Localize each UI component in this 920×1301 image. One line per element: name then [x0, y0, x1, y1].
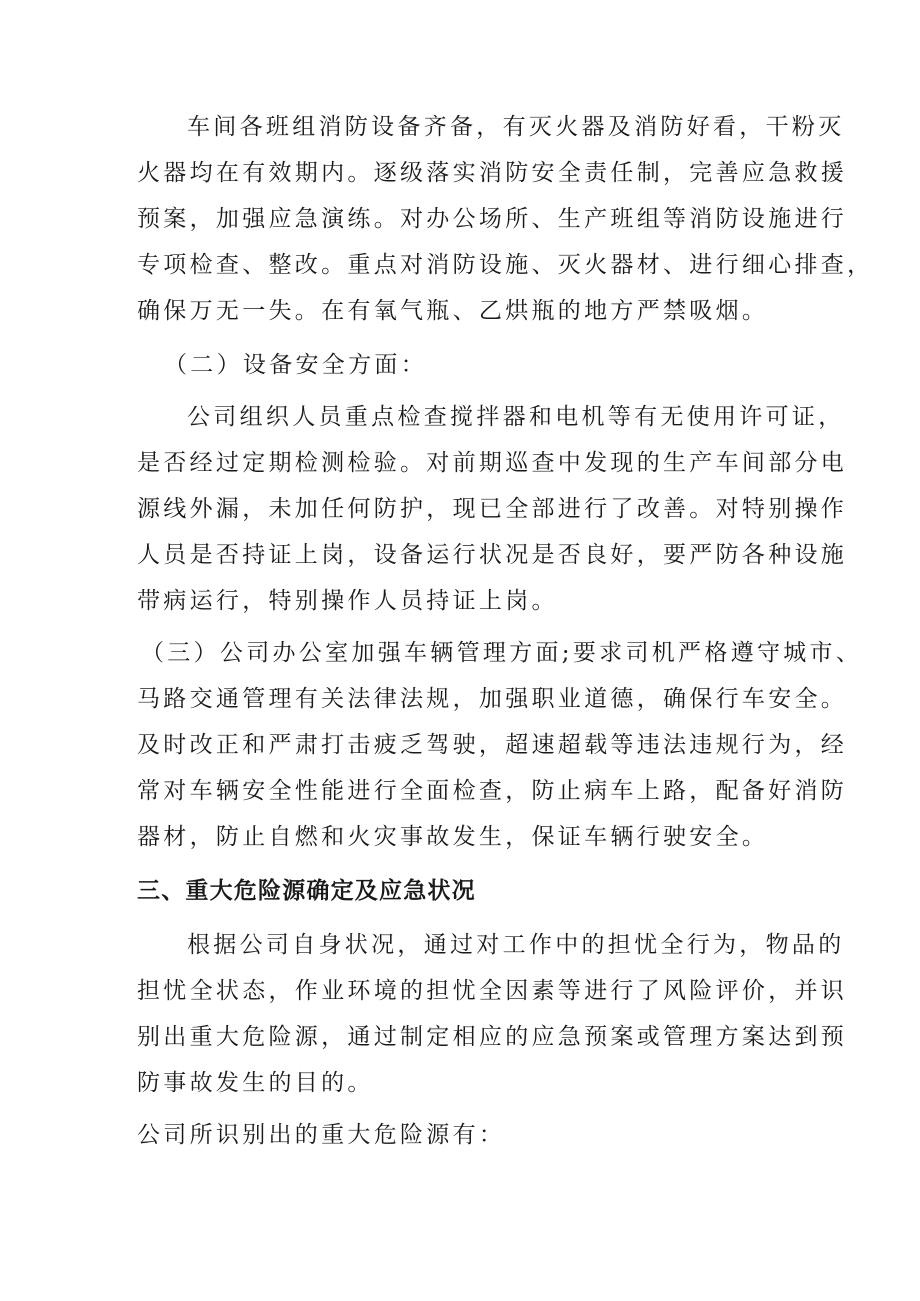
paragraph-line: 车间各班组消防设备齐备，有灭火器及消防好看，干粉灭 — [187, 114, 845, 140]
paragraph-line: 根据公司自身状况，通过对工作中的担忧全行为，物品的 — [187, 932, 845, 958]
paragraph-line: 公司组织人员重点检查搅拌器和电机等有无使用许可证， — [187, 404, 845, 430]
paragraph-line: 担忧全状态，作业环境的担忧全因素等进行了风险评价，并识 — [137, 978, 848, 1004]
section-heading: 三、重大危险源确定及应急状况 — [137, 878, 476, 904]
paragraph-line: 别出重大危险源，通过制定相应的应急预案或管理方案达到预 — [137, 1024, 848, 1050]
paragraph-line: 带病运行，特别操作人员持证上岗。 — [137, 588, 558, 614]
paragraph-line: 火器均在有效期内。逐级落实消防安全责任制，完善应急救援 — [137, 160, 848, 186]
paragraph-line: 公司所识别出的重大危险源有： — [137, 1122, 506, 1148]
paragraph-line: 防事故发生的目的。 — [137, 1070, 374, 1096]
paragraph-line: 器材，防止自燃和火灾事故发生，保证车辆行驶安全。 — [137, 824, 769, 850]
paragraph-line: 源线外漏，未加任何防护，现已全部进行了改善。对特别操作 — [137, 496, 848, 522]
paragraph-line: 确保万无一失。在有氧气瓶、乙烘瓶的地方严禁吸烟。 — [137, 298, 769, 324]
paragraph-line: 是否经过定期检测检验。对前期巡查中发现的生产车间部分电 — [137, 450, 848, 476]
paragraph-line: 人员是否持证上岗，设备运行状况是否良好，要严防各种设施 — [137, 542, 848, 568]
subsection-heading: （二）设备安全方面： — [164, 352, 427, 378]
paragraph-line: 预案，加强应急演练。对办公场所、生产班组等消防设施进行 — [137, 206, 848, 232]
paragraph-line: 专项检查、整改。重点对消防设施、灭火器材、进行细心排查， — [137, 252, 874, 278]
subsection-heading: （三）公司办公室加强车辆管理方面;要求司机严格遵守城市、 — [141, 640, 863, 666]
paragraph-line: 马路交通管理有关法律法规，加强职业道德，确保行车安全。 — [137, 686, 848, 712]
paragraph-line: 常对车辆安全性能进行全面检查，防止病车上路，配备好消防 — [137, 778, 848, 804]
paragraph-line: 及时改正和严肃打击疲乏驾驶，超速超载等违法违规行为，经 — [137, 732, 848, 758]
